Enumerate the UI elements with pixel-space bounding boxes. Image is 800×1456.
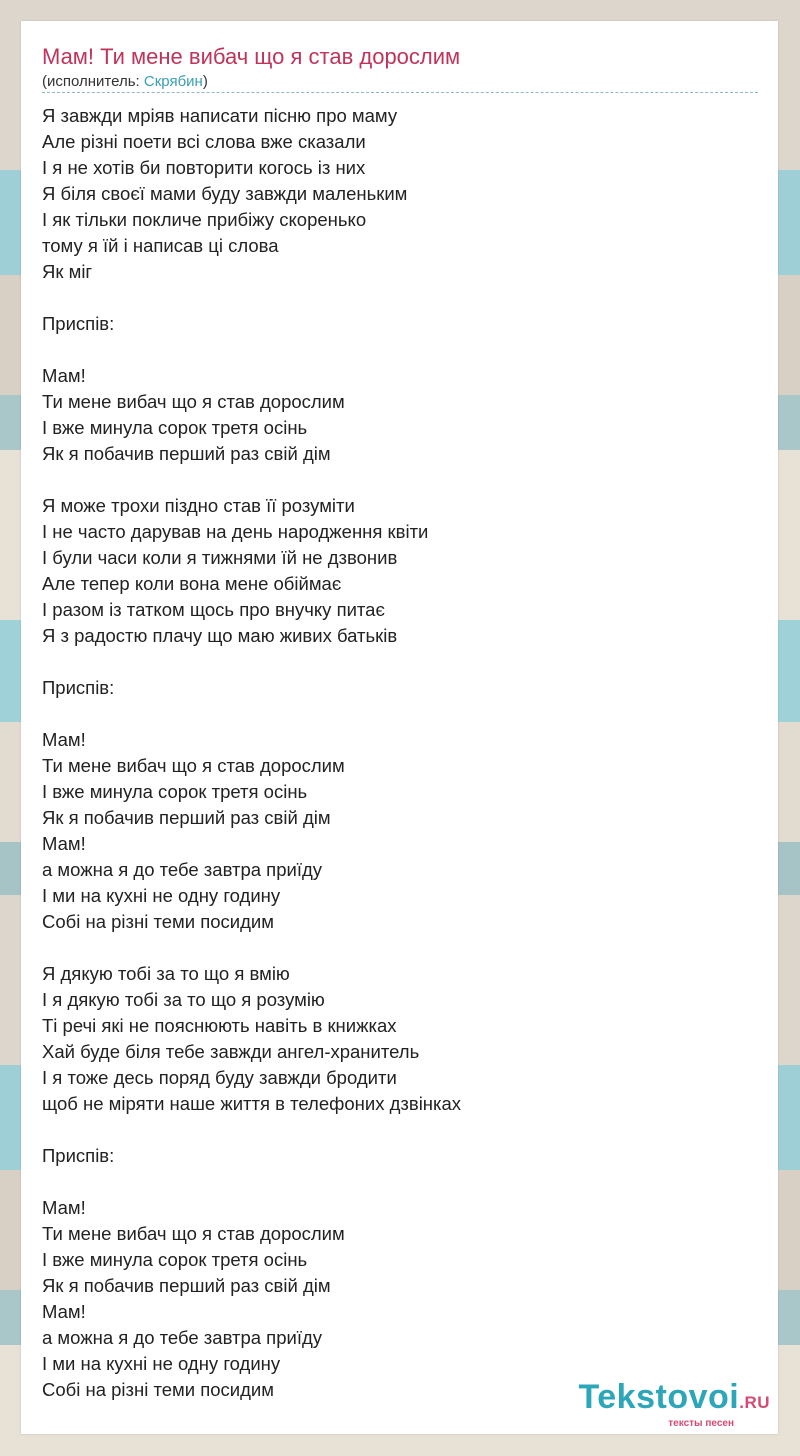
lyric-line xyxy=(42,467,758,493)
lyric-line: Але різні поети всі слова вже сказали xyxy=(42,131,366,152)
lyric-line xyxy=(42,649,758,675)
lyric-line: Приспів: xyxy=(42,677,115,698)
lyrics-card xyxy=(21,21,778,1434)
logo-domain: .RU xyxy=(739,1393,770,1412)
lyric-line xyxy=(42,701,758,727)
lyric-line xyxy=(42,285,758,311)
lyric-line: Ти мене вибач що я став дорослим xyxy=(42,1223,345,1244)
lyric-line: Я біля своєї мами буду завжди маленьким xyxy=(42,183,408,204)
lyric-line: Мам! xyxy=(42,365,86,386)
lyric-line: Мам! xyxy=(42,729,86,750)
lyric-line: Я з радостю плачу що маю живих батьків xyxy=(42,625,398,646)
lyric-line: Собі на різні теми посидим xyxy=(42,1379,274,1400)
lyric-line: Як я побачив перший раз свій дім xyxy=(42,1275,331,1296)
lyric-line: а можна я до тебе завтра приїду xyxy=(42,1327,323,1348)
lyric-line: Як я побачив перший раз свій дім xyxy=(42,807,331,828)
lyric-line: І вже минула сорок третя осінь xyxy=(42,781,308,802)
performer-link[interactable]: Скрябин xyxy=(143,73,203,90)
lyric-line: Як я побачив перший раз свій дім xyxy=(42,443,331,464)
lyric-line: Ти мене вибач що я став дорослим xyxy=(42,391,345,412)
performer-suffix: ) xyxy=(202,73,208,90)
lyric-line: щоб не міряти наше життя в телефоних дзвінках xyxy=(42,1093,462,1114)
lyric-line: І як тільки покличе прибіжу скоренько xyxy=(42,209,367,230)
title-divider xyxy=(42,92,758,93)
background-stripe xyxy=(778,0,800,1456)
lyric-line: Але тепер коли вона мене обіймає xyxy=(42,573,342,594)
lyric-line: І я дякую тобі за то що я розумію xyxy=(42,989,325,1010)
lyric-line: Собі на різні теми посидим xyxy=(42,911,274,932)
lyric-line: Я може трохи піздно став її розуміти xyxy=(42,495,355,516)
lyric-line: І не часто дарував на день народження квіти xyxy=(42,521,429,542)
lyric-line: Мам! xyxy=(42,1197,86,1218)
site-logo[interactable] xyxy=(579,1380,770,1429)
logo-tagline: тексты песен xyxy=(668,1418,734,1429)
lyric-line: Хай буде біля тебе завжди ангел-хранитель xyxy=(42,1041,420,1062)
performer-prefix: (исполнитель: xyxy=(42,73,144,90)
lyric-line: Приспів: xyxy=(42,1145,115,1166)
lyric-line: І вже минула сорок третя осінь xyxy=(42,1249,308,1270)
lyric-line: а можна я до тебе завтра приїду xyxy=(42,859,323,880)
lyric-line xyxy=(42,935,758,961)
lyric-line: тому я їй і написав ці слова xyxy=(42,235,279,256)
lyric-line: І вже минула сорок третя осінь xyxy=(42,417,308,438)
lyric-line: І я не хотів би повторити когось із них xyxy=(42,157,366,178)
lyric-line: Ти мене вибач що я став дорослим xyxy=(42,755,345,776)
lyric-line: І разом із татком щось про внучку питає xyxy=(42,599,385,620)
lyric-line: Як міг xyxy=(42,261,93,282)
performer-line xyxy=(42,73,208,90)
song-title: Мам! Ти мене вибач що я став дорослим xyxy=(42,44,461,69)
lyric-line: І ми на кухні не одну годину xyxy=(42,885,281,906)
lyric-line: Я дякую тобі за то що я вмію xyxy=(42,963,290,984)
lyric-line xyxy=(42,337,758,363)
lyric-line xyxy=(42,1117,758,1143)
lyric-line: Мам! xyxy=(42,1301,86,1322)
logo-name: Tekstovoi xyxy=(578,1378,740,1416)
lyric-line: Мам! xyxy=(42,833,86,854)
lyric-line: І ми на кухні не одну годину xyxy=(42,1353,281,1374)
lyric-line xyxy=(42,1169,758,1195)
lyric-line: Я завжди мріяв написати пісню про маму xyxy=(42,105,398,126)
lyric-line: І я тоже десь поряд буду завжди бродити xyxy=(42,1067,397,1088)
lyric-line: Приспів: xyxy=(42,313,115,334)
lyric-line: Ті речі які не пояснюють навіть в книжках xyxy=(42,1015,397,1036)
lyrics-text xyxy=(42,103,758,1403)
lyric-line: І були часи коли я тижнями їй не дзвонив xyxy=(42,547,398,568)
